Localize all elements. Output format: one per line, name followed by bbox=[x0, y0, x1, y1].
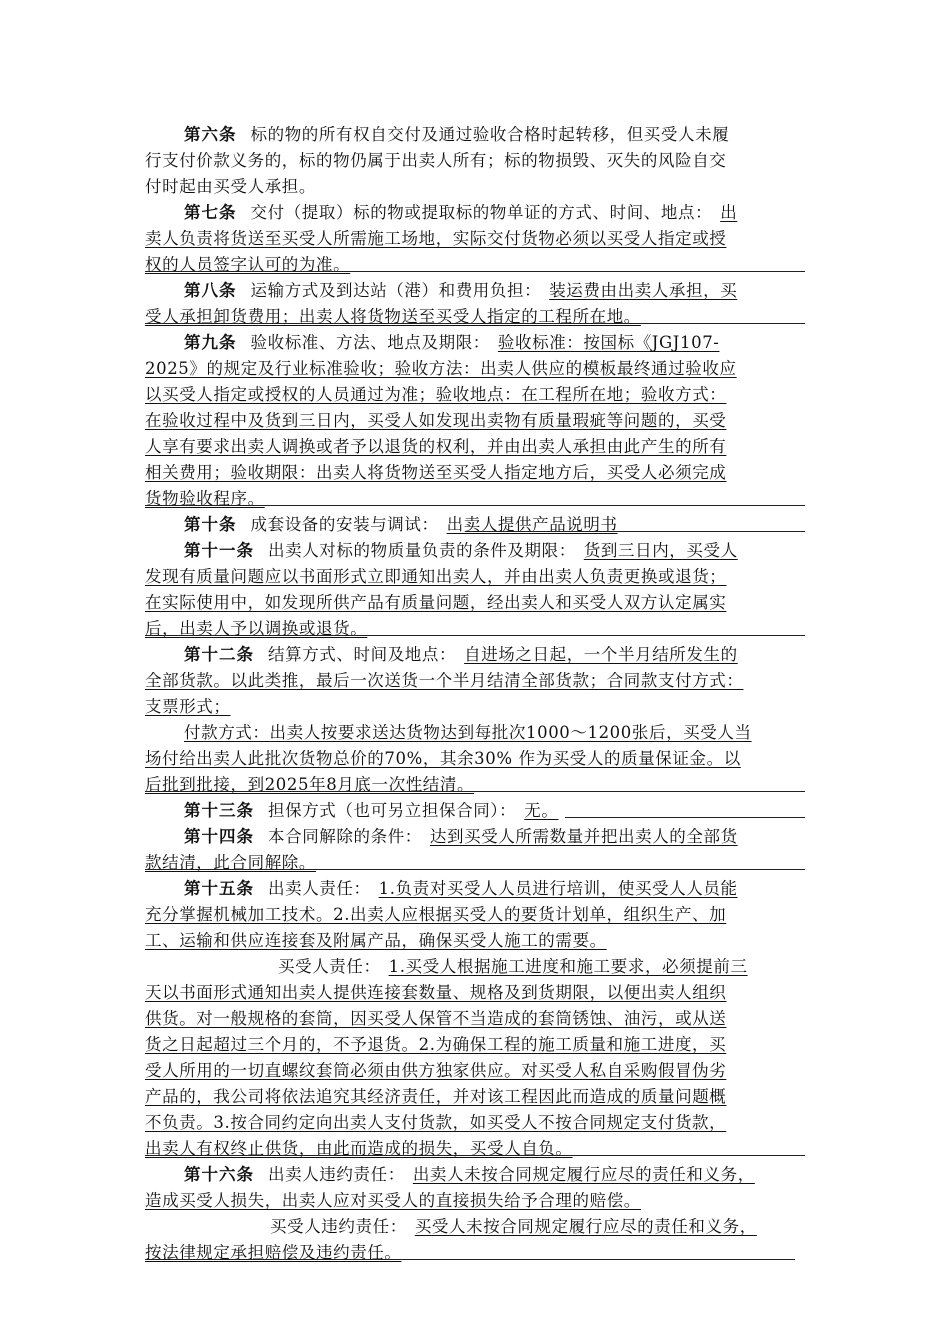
article-16-heading: 第十六条 bbox=[184, 1165, 254, 1184]
article-12-line-2: 全部货款。以此类推，最后一次送货一个半月结清全部货款；合同款支付方式： bbox=[145, 671, 744, 690]
article-9-line-6: 相关费用；验收期限：出卖人将货物送至买受人指定地方后，买受人必须完成 bbox=[145, 463, 727, 482]
article-13-line-1: 第十三条 担保方式（也可另立担保合同）： 无。 bbox=[184, 801, 559, 820]
buyer-breach-end-rule bbox=[145, 1259, 795, 1260]
article-15-line-1: 第十五条 出卖人责任： 1.负责对买受人人员进行培训，使买受人人员能 bbox=[184, 879, 738, 898]
article-14-heading: 第十四条 bbox=[184, 827, 254, 846]
article-8-end-rule bbox=[145, 323, 805, 324]
article-14-line-2: 款结清，此合同解除。 bbox=[145, 853, 316, 872]
article-10-end-rule bbox=[465, 531, 805, 532]
article-11-heading: 第十一条 bbox=[184, 541, 254, 560]
buyer-duty-line-8: 出卖人有权终止供货，由此而造成的损失，买受人自负。 bbox=[145, 1139, 573, 1158]
article-9-line-7: 货物验收程序。 bbox=[145, 489, 265, 508]
buyer-duty-line-2: 天以书面形式通知出卖人提供连接套数量、规格及到货期限，以便出卖人组织 bbox=[145, 983, 727, 1002]
article-11-line-2: 发现有质量问题应以书面形式立即通知出卖人，并由出卖人负责更换或退货； bbox=[145, 567, 727, 586]
article-11-end-rule bbox=[145, 635, 805, 636]
buyer-duty-end-rule bbox=[145, 1155, 805, 1156]
article-9-line-3: 以买受人指定或授权的人员通过为准；验收地点：在工程所在地；验收方式： bbox=[145, 385, 727, 404]
article-12-end-rule bbox=[145, 791, 805, 792]
buyer-duty-line-7: 不负责。3.按合同约定向出卖人支付货款，如买受人不按合同规定支付货款， bbox=[145, 1113, 727, 1132]
article-9-line-5: 人享有要求出卖人调换或者予以退货的权利，并由出卖人承担由此产生的所有 bbox=[145, 437, 727, 456]
article-14-line-1: 第十四条 本合同解除的条件： 达到买受人所需数量并把出卖人的全部货 bbox=[184, 827, 738, 846]
buyer-breach-line-1: 买受人违约责任： 买受人未按合同规定履行应尽的责任和义务， bbox=[270, 1217, 757, 1236]
article-8-line-2: 受人承担卸货费用；出卖人将货物送至买受人指定的工程所在地。 bbox=[145, 307, 641, 326]
article-11-line-3: 在实际使用中，如发现所供产品有质量问题，经出卖人和买受人双方认定属实 bbox=[145, 593, 727, 612]
article-10-line-1: 第十条 成套设备的安装与调试： 出卖人提供产品说明书 bbox=[184, 515, 618, 534]
article-8-heading: 第八条 bbox=[184, 281, 237, 300]
article-12-line-1: 第十二条 结算方式、时间及地点： 自进场之日起，一个半月结所发生的 bbox=[184, 645, 738, 664]
article-9-line-4: 在验收过程中及货到三日内，买受人如发现出卖物有质量瑕疵等问题的，买受 bbox=[145, 411, 727, 430]
article-7-line-2: 卖人负责将货送至买受人所需施工场地，实际交付货物必须以买受人指定或授 bbox=[145, 229, 727, 248]
buyer-duty-line-6: 产品的，我公司将依法追究其经济责任，并对该工程因此而造成的质量问题概 bbox=[145, 1087, 727, 1106]
article-12-line-5: 场付给出卖人此批次货物总价的70%，其余30% 作为买受人的质量保证金。以 bbox=[145, 749, 741, 768]
article-15-line-3: 工、运输和供应连接套及附属产品，确保买受人施工的需要。 bbox=[145, 931, 607, 950]
article-15-line-2: 充分掌握机械加工技术。2.出卖人应根据买受人的要货计划单，组织生产、加 bbox=[145, 905, 727, 924]
article-6-line-2: 行支付价款义务的，标的物仍属于出卖人所有；标的物损毁、灭失的风险自交 bbox=[145, 151, 727, 170]
article-6-heading: 第六条 bbox=[184, 125, 237, 144]
buyer-breach-line-2: 按法律规定承担赔偿及违约责任。 bbox=[145, 1243, 402, 1262]
article-8-line-1: 第八条 运输方式及到达站（港）和费用负担： 装运费由出卖人承担，买 bbox=[184, 281, 738, 300]
buyer-duty-line-1: 买受人责任： 1.买受人根据施工进度和施工要求，必须提前三 bbox=[278, 957, 748, 976]
article-12-line-6: 后批到批接，到2025年8月底一次性结清。 bbox=[145, 775, 475, 794]
article-6-line-1: 第六条 标的物的所有权自交付及通过验收合格时起转移，但买受人未履 bbox=[184, 125, 730, 144]
article-11-line-4: 后，出卖人予以调换或退货。 bbox=[145, 619, 368, 638]
article-11-line-1: 第十一条 出卖人对标的物质量负责的条件及期限： 货到三日内，买受人 bbox=[184, 541, 738, 560]
article-14-end-rule bbox=[145, 869, 805, 870]
buyer-breach-label: 买受人违约责任： bbox=[270, 1217, 407, 1236]
article-12-heading: 第十二条 bbox=[184, 645, 254, 664]
buyer-duty-line-3: 供货。对一般规格的套筒，因买受人保管不当造成的套筒锈蚀、油污，或从送 bbox=[145, 1009, 727, 1028]
article-7-heading: 第七条 bbox=[184, 203, 237, 222]
article-13-heading: 第十三条 bbox=[184, 801, 254, 820]
article-16-line-1: 第十六条 出卖人违约责任： 出卖人未按合同规定履行应尽的责任和义务， bbox=[184, 1165, 755, 1184]
article-12-line-4: 付款方式：出卖人按要求送达货物达到每批次1000～1200张后，买受人当 bbox=[184, 723, 752, 742]
article-7-end-rule bbox=[145, 271, 805, 272]
article-9-line-2: 2025》的规定及行业标准验收；验收方法：出卖人供应的模板最终通过验收应 bbox=[145, 359, 737, 378]
article-10-heading: 第十条 bbox=[184, 515, 237, 534]
article-9-heading: 第九条 bbox=[184, 333, 237, 352]
buyer-duty-line-4: 货之日起超过三个月的，不予退货。2.为确保工程的施工质量和施工进度，买 bbox=[145, 1035, 727, 1054]
article-7-line-1: 第七条 交付（提取）标的物或提取标的物单证的方式、时间、地点： 出 bbox=[184, 203, 738, 222]
article-16-line-2: 造成买受人损失，出卖人应对买受人的直接损失给予合理的赔偿。 bbox=[145, 1191, 641, 1210]
article-6-line-3: 付时起由买受人承担。 bbox=[145, 177, 316, 196]
article-9-line-1: 第九条 验收标准、方法、地点及期限： 验收标准：按国标《JGJ107- bbox=[184, 333, 720, 352]
article-12-line-3: 支票形式； bbox=[145, 697, 231, 716]
buyer-duty-label: 买受人责任： bbox=[278, 957, 381, 976]
article-15-heading: 第十五条 bbox=[184, 879, 254, 898]
article-9-end-rule bbox=[145, 505, 805, 506]
buyer-duty-line-5: 受人所用的一切直螺纹套筒必须由供方独家供应。对买受人私自采购假冒伪劣 bbox=[145, 1061, 727, 1080]
article-7-line-3: 权的人员签字认可的为准。 bbox=[145, 255, 351, 274]
article-13-end-rule bbox=[565, 817, 805, 818]
